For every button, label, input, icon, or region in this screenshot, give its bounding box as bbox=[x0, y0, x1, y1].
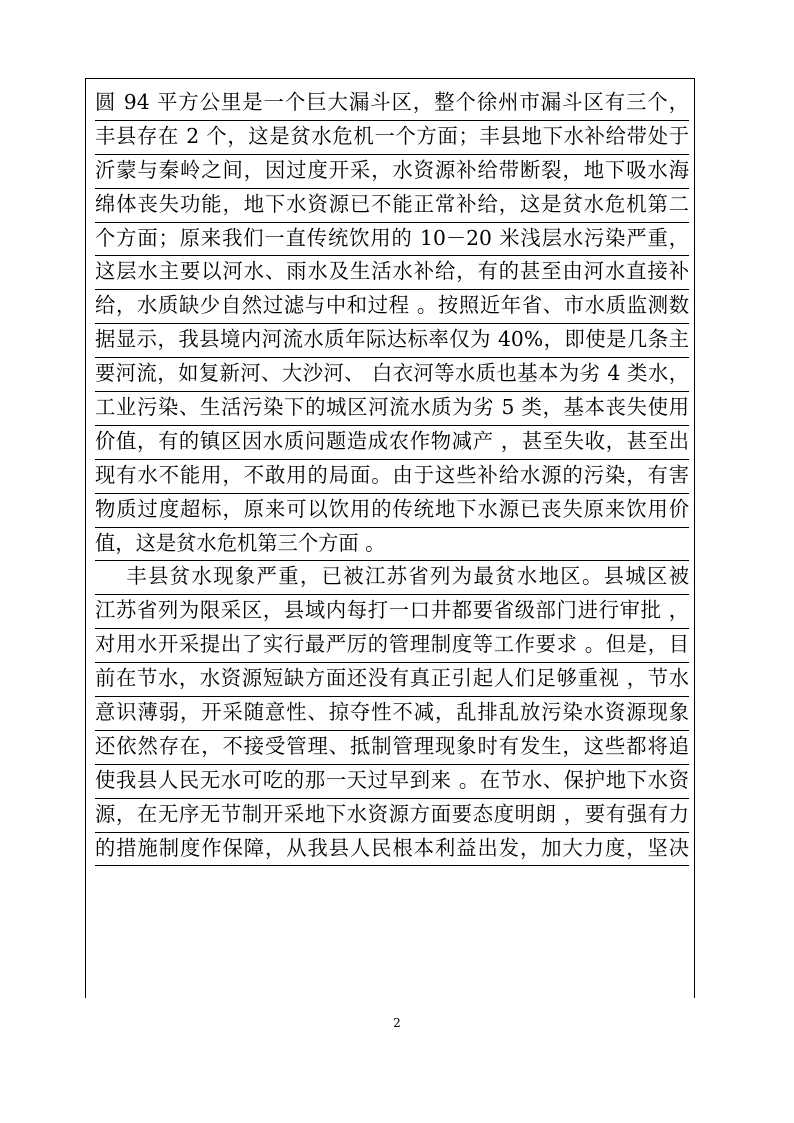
text-line: 价值，有的镇区因水质问题造成农作物减产 ，甚至失收，甚至出 bbox=[95, 426, 689, 460]
text-line: 圆 94 平方公里是一个巨大漏斗区，整个徐州市漏斗区有三个， bbox=[95, 87, 689, 121]
text-line: 物质过度超标，原来可以饮用的传统地下水源已丧失原来饮用价 bbox=[95, 494, 689, 528]
text-line: 丰县存在 2 个，这是贫水危机一个方面；丰县地下水补给带处于 bbox=[95, 121, 689, 155]
text-line: 使我县人民无水可吃的那一天过早到来 。在节水、保护地下水资 bbox=[95, 765, 689, 799]
text-line: 值，这是贫水危机第三个方面 。 bbox=[95, 528, 689, 562]
text-line: 沂蒙与秦岭之间，因过度开采，水资源补给带断裂，地下吸水海 bbox=[95, 155, 689, 189]
text-line: 这层水主要以河水、雨水及生活水补给，有的甚至由河水直接补 bbox=[95, 256, 689, 290]
text-line: 据显示，我县境内河流水质年际达标率仅为 40%，即使是几条主 bbox=[95, 324, 689, 358]
text-line: 要河流，如复新河、大沙河、 白衣河等水质也基本为劣 4 类水， bbox=[95, 358, 689, 392]
text-line: 还依然存在，不接受管理、抵制管理现象时有发生，这些都将追 bbox=[95, 731, 689, 765]
text-line: 源，在无序无节制开采地下水资源方面要态度明朗 ，要有强有力 bbox=[95, 799, 689, 833]
text-line: 绵体丧失功能，地下水资源已不能正常补给，这是贫水危机第二 bbox=[95, 189, 689, 223]
text-line: 对用水开采提出了实行最严厉的管理制度等工作要求 。但是，目 bbox=[95, 629, 689, 663]
text-line: 意识薄弱，开采随意性、掠夺性不减，乱排乱放污染水资源现象 bbox=[95, 697, 689, 731]
text-line: 工业污染、生活污染下的城区河流水质为劣 5 类，基本丧失使用 bbox=[95, 392, 689, 426]
document-body bbox=[95, 87, 689, 866]
text-line: 给，水质缺少自然过滤与中和过程 。按照近年省、市水质监测数 bbox=[95, 290, 689, 324]
text-line: 丰县贫水现象严重，已被江苏省列为最贫水地区。县城区被 bbox=[95, 561, 689, 595]
text-line: 江苏省列为限采区，县域内每打一口井都要省级部门进行审批 ， bbox=[95, 595, 689, 629]
text-line: 前在节水，水资源短缺方面还没有真正引起人们足够重视 ，节水 bbox=[95, 663, 689, 697]
text-line: 的措施制度作保障，从我县人民根本利益出发，加大力度，坚决 bbox=[95, 833, 689, 867]
text-line: 现有水不能用，不敢用的局面。由于这些补给水源的污染，有害 bbox=[95, 460, 689, 494]
text-line: 个方面；原来我们一直传统饮用的 10－20 米浅层水污染严重， bbox=[95, 223, 689, 257]
page-number: 2 bbox=[393, 1016, 401, 1030]
